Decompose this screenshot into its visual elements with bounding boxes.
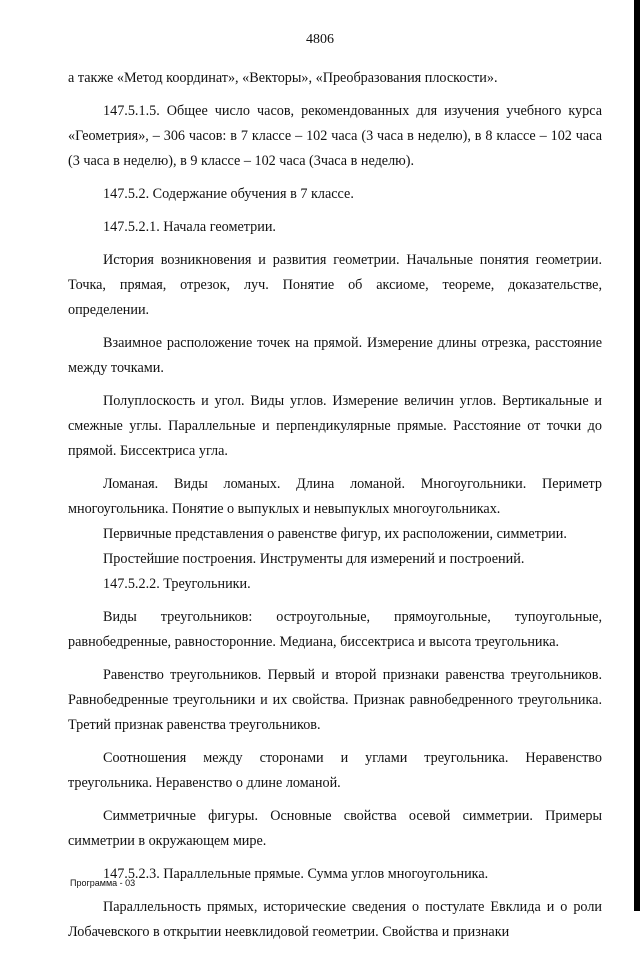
section-heading: 147.5.2.1. Начала геометрии. [103, 219, 276, 235]
section-heading: 147.5.2.3. Параллельные прямые. Сумма углов многоугольника. [103, 866, 489, 882]
paragraph: Виды треугольников: остроугольные, прямоугольные, тупоугольные, равнобедренные, равносторонние. Медиана, биссектриса и высота треугольника. [68, 609, 602, 650]
paragraph: История возникновения и развития геометрии. Начальные понятия геометрии. Точка, прямая, отрезок, луч. Понятие об аксиоме, теореме, доказательстве, определении. [68, 252, 602, 318]
paragraph: Соотношения между сторонами и углами треугольника. Неравенство треугольника. Неравенство о длине ломаной. [68, 750, 602, 791]
paragraph: Простейшие построения. Инструменты для измерений и построений. [103, 551, 525, 567]
page-number: 4806 [306, 32, 334, 47]
paragraph: 147.5.2. Содержание обучения в 7 классе. [103, 186, 354, 202]
page-footer: Программа - 03 [70, 878, 136, 888]
paragraph: Полуплоскость и угол. Виды углов. Измерение величин углов. Вертикальные и смежные углы. Параллельные и перпендикулярные прямые. Расстояние от точки до прямой. Биссектриса угла. [68, 393, 602, 459]
paragraph: Равенство треугольников. Первый и второй признаки равенства треугольников. Равнобедренные треугольники и их свойства. Признак равнобедренного треугольника. Третий признак равенства треугольников. [68, 667, 602, 733]
paragraph: а также «Метод координат», «Векторы», «Преобразования плоскости». [68, 70, 498, 86]
paragraph: Первичные представления о равенстве фигур, их расположении, симметрии. [103, 526, 567, 542]
scan-edge [634, 0, 640, 911]
paragraph: Ломаная. Виды ломаных. Длина ломаной. Многоугольники. Периметр многоугольника. Понятие о выпуклых и невыпуклых многоугольниках. [68, 476, 602, 517]
paragraph: 147.5.1.5. Общее число часов, рекомендованных для изучения учебного курса «Геометрия», – 306 часов: в 7 классе – 102 часа (3 часа в неделю), в 8 классе – 102 часа (3 часа в неделю), в 9 классе – 102 часа (3часа в неделю). [68, 103, 602, 169]
section-heading: 147.5.2.2. Треугольники. [103, 576, 251, 592]
paragraph: Параллельность прямых, исторические сведения о постулате Евклида и о роли Лобачевского в открытии неевклидовой геометрии. Свойства и признаки [68, 899, 602, 940]
paragraph: Взаимное расположение точек на прямой. Измерение длины отрезка, расстояние между точками. [68, 335, 602, 376]
paragraph: Симметричные фигуры. Основные свойства осевой симметрии. Примеры симметрии в окружающем мире. [68, 808, 602, 849]
document-body [68, 66, 602, 953]
